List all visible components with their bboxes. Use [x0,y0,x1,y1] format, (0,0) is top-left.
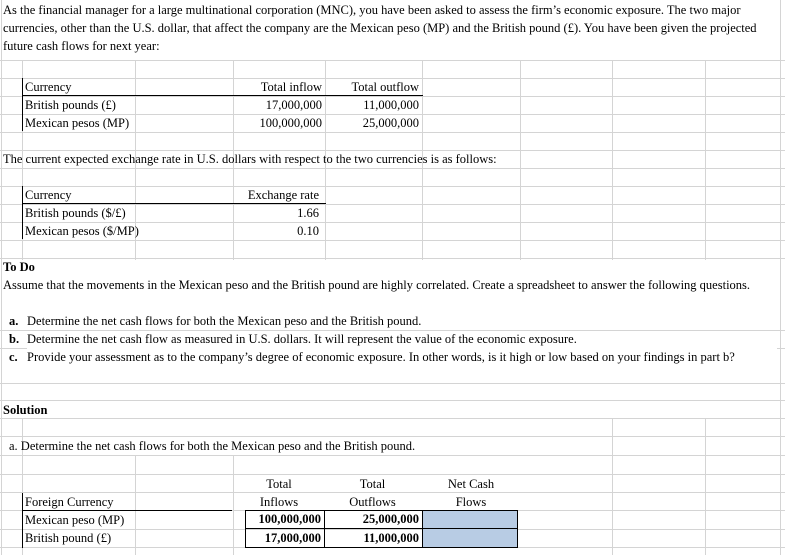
grid-row-line [0,60,785,61]
solution-row-currency: British pound (£) [25,531,112,545]
exchange-intro: The current expected exchange rate in U.S. dollars with respect to the two currencies is as follows: [3,152,497,166]
rate-table-rate: 0.10 [297,224,319,238]
solution-row-outflows[interactable]: 25,000,000 [362,512,419,526]
cash-table-header-inflow: Total inflow [260,80,322,94]
cash-table-outflow: 25,000,000 [362,116,419,130]
solution-header-net-line2: Flows [455,495,487,509]
grid-row-line [0,240,785,241]
cash-table-left-rule [22,78,23,131]
intro-paragraph: As the financial manager for a large multinational corporation (MNC), you have been asked to assess the firm’s economic exposure. The two major currencies, other than the U.S. dollar, that affect the company are the Mexican peso (MP) and the British pound (£). You have been given the projected future cash flows for next year: [3,1,779,55]
grid-col-line [705,60,706,260]
solution-row-inflows[interactable]: 100,000,000 [258,512,321,526]
todo-item-letter: c. [9,350,18,364]
solution-header-currency: Foreign Currency [25,495,114,509]
grid-col-line [1,0,2,555]
net-cash-flow-input[interactable] [422,528,518,548]
rate-table-header-rate: Exchange rate [247,188,319,202]
todo-item-letter: a. [9,314,19,328]
todo-text: Assume that the movements in the Mexican peso and the British pound are highly correlated. Create a spreadsheet to answer the following questions. [3,276,779,294]
cash-table-header-outflow: Total outflow [351,80,419,94]
todo-item-text: Provide your assessment as to the company’s degree of economic exposure. In other words, is it high or low based on your findings in part b? [27,348,777,366]
solution-header-outflows-line1: Total [359,477,386,491]
todo-item-letter: b. [9,332,20,346]
todo-title: To Do [3,260,35,274]
rate-table-header-currency: Currency [25,188,72,202]
cash-table-header-currency: Currency [25,80,72,94]
solution-row-inflows[interactable]: 17,000,000 [264,531,321,545]
grid-row-line [0,418,785,419]
grid-row-line [0,168,785,169]
grid-row-line [0,455,785,456]
cash-table-currency: Mexican pesos (MP) [25,116,130,130]
net-cash-flow-input[interactable] [422,510,518,529]
grid-col-line [780,0,781,555]
solution-header-net-line1: Net Cash [447,477,495,491]
grid-col-line [705,418,706,555]
todo-item-text: Determine the net cash flow as measured in U.S. dollars. It will represent the value of the economic exposure. [27,332,577,346]
grid-col-line [233,455,234,555]
cash-table-inflow: 100,000,000 [259,116,322,130]
grid-row-line [0,383,785,384]
cash-table-currency: British pounds (£) [25,98,116,112]
solution-row-outflows[interactable]: 11,000,000 [363,531,419,545]
rate-table-currency: British pounds ($/£) [25,206,126,220]
solution-header-inflows-line1: Total [266,477,292,491]
todo-item-text: Determine the net cash flows for both the Mexican peso and the British pound. [27,314,422,328]
solution-row-currency: Mexican peso (MP) [25,513,125,527]
solution-part-a: a. Determine the net cash flows for both the Mexican peso and the British pound. [9,439,416,453]
grid-row-line [0,132,785,133]
solution-header-inflows-line2: Inflows [259,495,299,509]
solution-header-outflows-line2: Outflows [349,495,396,509]
grid-row-line [0,400,785,401]
rate-table-left-rule [22,186,23,239]
solution-title: Solution [3,403,48,417]
cash-table-inflow: 17,000,000 [265,98,322,112]
solution-left-rule [22,493,23,548]
grid-row-line [0,258,785,259]
grid-col-line [520,60,521,260]
grid-col-line [612,60,613,260]
rate-table-rate: 1.66 [297,206,319,220]
cash-table-outflow: 11,000,000 [363,98,419,112]
rate-table-currency: Mexican pesos ($/MP) [25,224,139,238]
grid-col-line [612,418,613,555]
